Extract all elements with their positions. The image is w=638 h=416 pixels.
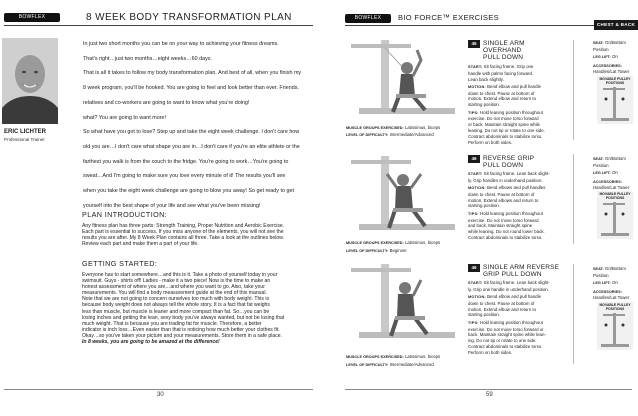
plan-line: Review each part and make them a part of your life. [82,241,199,248]
tips-text: exercise. Do not move torso forward or [468,326,544,332]
motion-text: starting position. [468,203,500,209]
start-line: losing inches and getting the lean, sexy body you've always wanted, but not be losing that [82,314,285,321]
pulley-label-line: MOVABLE PULLEY [599,77,631,81]
tips-text: and back. Maintain straight spine [468,223,533,229]
exercise-name-line: OVERHAND [483,47,522,55]
author-role: Professional Trainer [4,137,45,142]
pulley-label [597,302,633,311]
tips-text: ing. Do not tip or rotate to one side. [468,338,537,344]
start-line: honest assessment of where you are…and where you want to go. Also, take your [82,284,265,291]
muscle-label: MUSCLE GROUPS EXERCISED: [346,241,404,245]
exercise-settings [593,40,638,75]
tips-text: leaning. Do not tip or rotate to one side. [468,127,545,133]
exercise-image [341,38,463,124]
plan-intro-heading: PLAN INTRODUCTION: [82,210,168,219]
accessories-value: Handles/Lat Tower [593,69,630,75]
seat-label: SEAT: [593,157,604,161]
leg-lift-label: LEG LIFT: [593,281,611,286]
difficulty-level [346,362,434,367]
seat-label: SEAT: [593,267,604,271]
intro-line: what? You are going to want more! [83,114,167,121]
tips-text: exercise. Do not move torso forward [468,217,539,223]
start-line: less than muscle, but muscle is leaner and more compact than fat. So…you can be [82,308,270,315]
motion-text: starting position. [468,102,500,108]
muscle-label: MUSCLE GROUPS EXERCISED: [346,126,404,130]
muscle-value: Latissimus, biceps [405,354,441,359]
tips-text: Perform on both sides. [468,139,513,145]
intro-line: In just two short months you can be on your way to achieving your fitness dreams. [83,41,279,47]
muscle-value: Latissimus, biceps [405,240,441,245]
start-text: Sit facing frame. Lean back slight- [483,171,550,176]
tips-text: Hold leaning position throughout [479,319,543,325]
seat-value: On/Bottom [604,266,626,271]
pulley-label-line: MOVABLE PULLEY [599,192,631,196]
intro-line: relatives and co-workers are going to want to know what you're doing! [83,99,250,106]
footer-rule-right [345,389,632,390]
tips-text: Hold leaning position throughout [479,210,543,216]
level-label: LEVEL OF DIFFICULTY: [346,133,389,137]
tips-label: TIPS: [468,110,479,115]
tips-text: exercise. Do not move torso forward [468,116,539,122]
motion-text: motion. Extend elbows and return to [468,197,539,203]
leg-lift-value: On [611,54,618,60]
accessories-value: Handles/Lat Tower [593,185,630,191]
tips-text: Contract abdominals to stabilize torso. [468,234,543,240]
pulley-diagram [597,76,633,124]
plan-intro-text [82,223,307,247]
start-text: ly. Grip handles in underhand position. [468,177,543,183]
start-line: Everyone has to start somewhere…and this is it. Take a photo of yourself today in your [82,272,278,278]
exercise-name [483,40,525,62]
exercise-name-line: REVERSE GRIP [483,155,535,162]
level-value: Intermediate/Advanced [389,362,434,367]
start-text: handle with palms facing forward. [468,70,534,76]
intro-line: So what have you got to lose? Step up and take the eight week challenge. I don't care how [83,129,300,136]
start-line: Okay…so you've taken your picture and your measurements. Store them in a safe place. [82,332,283,339]
motion-text: starting position. [468,312,500,318]
motion-label: MOTION: [468,84,486,89]
column-divider [573,154,574,244]
author-photo [2,38,58,124]
title-rule-left [4,25,313,26]
start-line: because body weight does not always tell the whole story. It is a fact that fat weighs [82,302,270,309]
accessories-label: ACCESSORIES: [593,179,622,184]
intro-line: farthest you walk is from the couch to the fridge. You're going to work…You're going to [83,158,289,165]
exercise-name-line: PULL DOWN [483,162,524,170]
exercise-instructions [468,171,572,242]
intro-line: when you take the eight week challenge are going to blow you away! So get ready to get [83,188,294,195]
tips-text: Contract abdominals to stabilize torso. [468,343,543,349]
start-line: measurements. You will find a body measurement guide at the end of this manual. [82,290,267,297]
exercise-name-line: PULL DOWN [483,54,524,62]
pulley-label-line: POSITIONS [605,196,625,200]
exercise-number: 46 [468,264,480,272]
tips-text: back. Maintain straight spine while lean- [468,332,546,338]
start-label: START: [468,172,483,176]
pulley-label [597,76,633,85]
exercise-name-line: GRIP PULL DOWN [483,271,542,279]
plan-line: results you are after. My 8 Week Plan contains all three. Take a look at the outlines below. [82,235,284,242]
start-line: much weight. That is because you are trading fat for muscle. Therefore, a better [82,320,262,327]
muscle-groups [346,240,440,245]
intro-line: 8 week program, you'll be hooked. You are going to feel and look better than ever. Friends, [83,85,299,92]
leg-lift-label: LEG LIFT: [593,171,611,176]
bowflex-logo-left [4,13,60,22]
muscle-value: Latissimus, biceps [405,125,441,130]
leg-lift-label: LEG LIFT: [593,55,611,60]
motion-label: MOTION: [468,295,486,300]
exercise-image [341,154,463,240]
motion-text: motion. Extend elbow and return to [468,306,537,312]
plan-line: Each part is essential to success. If you miss anyone of the elements, you will not see the [82,229,284,236]
footer-rule-left [4,389,313,390]
exercise-name-line: SINGLE ARM REVERSE [483,264,560,271]
difficulty-level [346,132,434,137]
level-value: Intermediate/Advanced [389,132,434,137]
section-tab-label: CHEST & BACK [596,22,636,27]
start-line: swimsuit. Guys - shirts off! Ladies - make it a two piece! Now is the time to make an [82,278,271,285]
intro-line: sweat…And I'm going to make sure you love every minute of it! The results you'll see [83,173,286,180]
start-emphasis: In 8 weeks, you are going to be amazed at the difference! [82,339,220,346]
seat-value: Position [593,162,609,168]
level-label: LEVEL OF DIFFICULTY: [346,363,389,367]
muscle-label: MUSCLE GROUPS EXERCISED: [346,355,404,359]
exercise-settings [593,156,638,191]
start-text: Lean back slightly. [468,76,504,82]
start-label: START: [468,281,483,285]
column-divider [573,264,574,364]
exercise-settings [593,266,638,301]
motion-label: MOTION: [468,186,486,191]
motion-text: Bend elbow and pull handle [487,294,542,300]
page-title-left: 8 WEEK BODY TRANSFORMATION PLAN [86,12,292,23]
seat-value: Position [593,272,609,278]
tips-label: TIPS: [468,211,479,216]
level-value: Beginner [389,248,407,253]
accessories-value: Handles/Lat Tower [593,295,630,301]
intro-line: old you are…I don't care what shape you are in…I don't care if you're an elite athlete or the [83,143,300,150]
author-name: ERIC LICHTER [4,129,46,135]
title-rule-right [345,25,594,26]
level-label: LEVEL OF DIFFICULTY: [346,249,389,253]
accessories-label: ACCESSORIES: [593,63,622,68]
motion-text: down to chest. Pause at bottom of [468,191,535,197]
exercise-instructions [468,280,572,357]
muscle-groups [346,125,440,130]
seat-value: Position [593,46,609,52]
pulley-label [597,191,633,200]
start-line: indicator is inch loss…Even easier than that is noticing how much better your clothes fit. [82,326,280,333]
page-title-right: BIO FORCE™ EXERCISES [398,13,499,22]
start-text: ly. Grip one handle in underhand position. [468,286,549,292]
motion-text: Bend elbow and pull handle [487,83,542,89]
tips-text: while leaning. Do not round lower back. [468,229,545,235]
logo-text: BOWFLEX [18,14,46,20]
intro-text [83,37,301,213]
seat-value: On/Bottom [604,40,626,45]
pulley-label-line: POSITIONS [605,81,625,85]
pulley-diagram [597,302,633,350]
muscle-groups [346,354,440,359]
exercise-name [483,155,534,169]
seat-value: On/Bottom [604,156,626,161]
tips-label: TIPS: [468,320,479,325]
intro-line: yourself into the best shape of your life and see what you've been missing! [83,202,261,209]
start-label: START: [468,65,483,69]
start-text: Sit facing frame. Grip one [483,64,534,69]
exercise-name [483,264,559,278]
page-number-left: 30 [157,392,164,398]
start-text: Sit facing frame. Lean back slight- [483,280,550,285]
logo-text: BOWFLEX [354,15,382,21]
bowflex-logo-right [345,14,391,23]
tips-text: Contract abdominals to stabilize torso. [468,133,543,139]
motion-text: down to chest. Pause at bottom of [468,300,535,306]
exercise-number: 46 [468,155,480,163]
leg-lift-value: On [611,170,618,176]
pulley-label-line: POSITIONS [605,307,625,311]
column-divider [573,40,574,140]
exercise-image [341,262,463,348]
exercise-instructions [468,64,572,147]
pulley-label-line: MOVABLE PULLEY [599,303,631,307]
page-number-right: 59 [486,392,493,398]
leg-lift-value: On [611,280,618,286]
motion-text: motion. Extend elbow and return to [468,96,537,102]
getting-started-text [82,272,307,345]
plan-line: Any fitness plan has three parts: Strength Training, Proper Nutrition and Aerobic Exercise. [82,223,285,229]
motion-text: Bend elbows and pull handles [487,185,546,191]
exercise-number: 45 [468,40,480,48]
motion-text: down to chest. Pause at bottom of [468,90,535,96]
start-line: Note that we are not going to concern ourselves too much with body weight. This is [82,296,270,303]
tips-text: Perform on both sides. [468,349,513,355]
seat-label: SEAT: [593,41,604,45]
accessories-label: ACCESSORIES: [593,289,622,294]
difficulty-level [346,248,407,253]
tips-text: or back. Maintain straight spine while [468,122,540,128]
section-tab [594,20,638,30]
intro-line: That's right…just two months…eight weeks…60 days. [83,55,212,62]
exercise-name-line: SINGLE ARM [483,40,525,47]
getting-started-heading: GETTING STARTED: [82,259,158,268]
tips-text: Hold leaning position throughout [479,109,543,115]
intro-line: That is all it takes to follow my body transformation plan. And best of all, when you finish my [83,70,302,77]
pulley-diagram [597,191,633,239]
